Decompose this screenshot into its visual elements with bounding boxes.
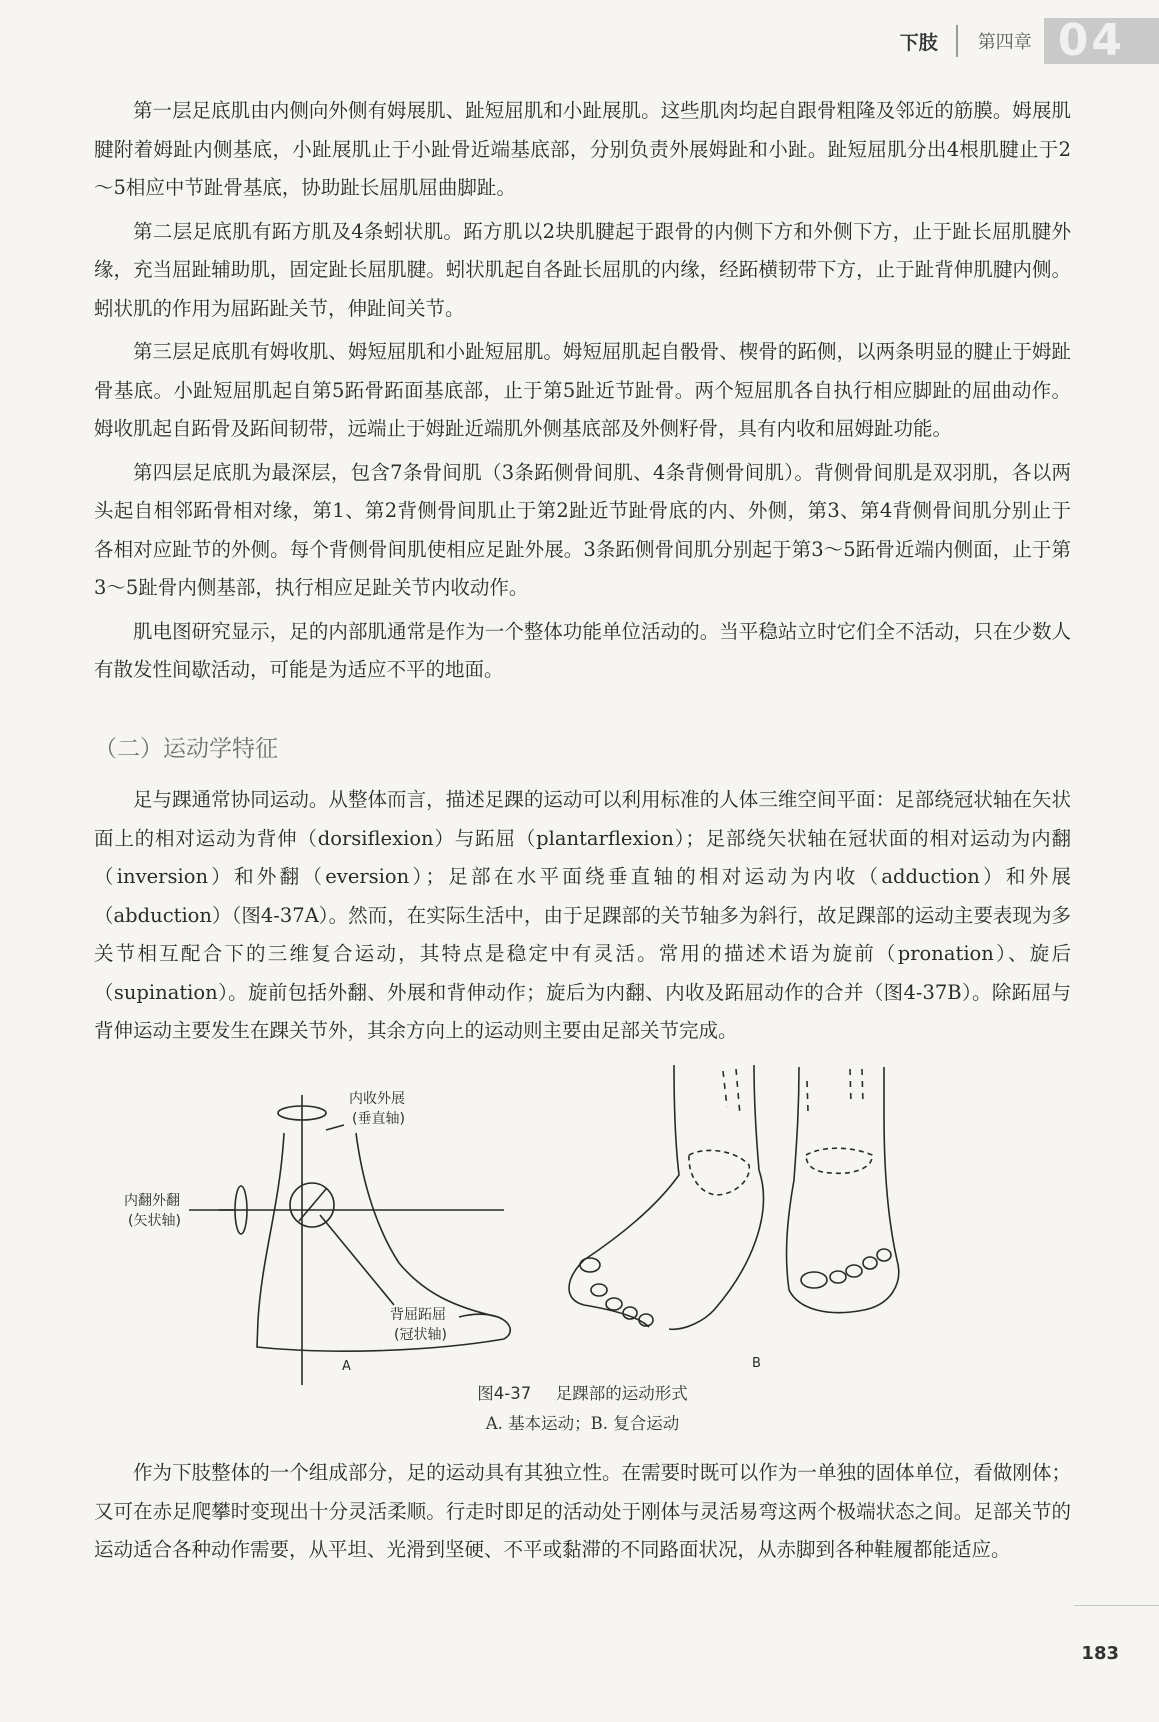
footer-rule [1074, 1605, 1159, 1606]
body-text-middle [94, 781, 1071, 1056]
foot-a-outline [257, 1133, 510, 1351]
figure-caption-title: 足踝部的运动形式 [555, 1384, 688, 1403]
figure-4-37 [94, 1055, 1071, 1435]
paragraph-plantar-layer-3: 第三层足底肌有姆收肌、姆短屈肌和小趾短屈肌。姆短屈肌起自骰骨、楔骨的跖侧，以两条明显的腱止于姆趾骨基底。小趾短屈肌起自第5跖骨跖面基底部，止于第5趾近节趾骨。两个短屈肌各自执行相应脚趾的屈曲动作。姆收肌起自跖骨及跖间韧带，远端止于姆趾近端肌外侧基底部及外侧籽骨，具有内收和屈姆趾功能。 [94, 340, 1071, 440]
axes-a [189, 1095, 504, 1385]
running-header [899, 15, 1159, 66]
foot-b-left [569, 1065, 763, 1329]
paragraph-kinematics: 足与踝通常协同运动。从整体而言，描述足踝的运动可以利用标准的人体三维空间平面：足部绕冠状轴在矢状面上的相对运动为背伸（dorsiflexion）与跖屈（plantarflexion）；足部绕矢状轴在冠状面的相对运动为内翻（inversion）和外翻（eversion）；足部在水平面绕垂直轴的相对运动为内收（adduction）和外展（abduction）（图4-37A）。然而，在实际生活中，由于足踝部的关节轴多为斜行，故足踝部的运动主要表现为多关节相互配合下的三维复合运动，其特点是稳定中有灵活。常用的描述术语为旋前（pronation）、旋后（supination）。旋前包括外翻、外展和背伸动作；旋后为内翻、内收及跖屈动作的合并（图4-37B）。除跖屈与背伸运动主要发生在踝关节外，其余方向上的运动则主要由足部关节完成。 [94, 788, 1071, 1042]
panel-label-b: B [752, 1356, 761, 1371]
header-chapter-number: 04 [1044, 18, 1159, 64]
figure-caption [94, 1380, 1071, 1404]
figure-drawing [94, 1055, 1071, 1435]
paragraph-emg: 肌电图研究显示，足的内部肌通常是作为一个整体功能单位活动的。当平稳站立时它们全不活动，只在少数人有散发性间歇活动，可能是为适应不平的地面。 [94, 619, 1071, 681]
label-vertical-axis-2: (垂直轴) [352, 1111, 405, 1127]
label-vertical-axis-1: 内收外展 [349, 1091, 405, 1107]
body-text-bottom [94, 1454, 1071, 1575]
paragraph-plantar-layer-4: 第四层足底肌为最深层，包含7条骨间肌（3条跖侧骨间肌、4条背侧骨间肌）。背侧骨间肌是双羽肌，各以两头起自相邻跖骨相对缘，第1、第2背侧骨间肌止于第2趾近节趾骨底的内、外侧，第3、第4背侧骨间肌分别止于各相对应趾节的外侧。每个背侧骨间肌使相应足趾外展。3条跖侧骨间肌分别起于第3～5跖骨近端内侧面，止于第3～5趾骨内侧基部，执行相应足趾关节内收动作。 [94, 460, 1071, 599]
foot-b-right [787, 1067, 899, 1313]
section-heading: （二）运动学特征 [94, 736, 278, 762]
paragraph-plantar-layer-1: 第一层足底肌由内侧向外侧有姆展肌、趾短屈肌和小趾展肌。这些肌肉均起自跟骨粗隆及邻近的筋膜。姆展肌腱附着姆趾内侧基底，小趾展肌止于小趾骨近端基底部，分别负责外展姆趾和小趾。趾短屈肌分出4根肌腱止于2～5相应中节趾骨基底，协助趾长屈肌屈曲脚趾。 [94, 99, 1071, 199]
header-divider [956, 25, 958, 57]
body-text-top [94, 92, 1071, 695]
header-chapter: 第四章 [977, 32, 1032, 53]
paragraph-plantar-layer-2: 第二层足底肌有跖方肌及4条蚓状肌。跖方肌以2块肌腱起于跟骨的内侧下方和外侧下方，止于趾长屈肌腱外缘，充当屈趾辅助肌，固定趾长屈肌腱。蚓状肌起自各趾长屈肌的内缘，经跖横韧带下方，止于趾背伸肌腱内侧。蚓状肌的作用为屈跖趾关节，伸趾间关节。 [94, 219, 1071, 320]
figure-caption-sub: A. 基本运动；B. 复合运动 [485, 1414, 680, 1433]
figure-caption-number: 图4-37 [477, 1384, 532, 1403]
coronal-leader-line [320, 1215, 394, 1305]
panel-label-a: A [342, 1359, 351, 1374]
header-section-title: 下肢 [899, 31, 938, 54]
page-number: 183 [1081, 1643, 1119, 1664]
vertical-leader-line [326, 1125, 344, 1130]
label-sagittal-axis-2: (矢状轴) [128, 1213, 181, 1229]
paragraph-independence: 作为下肢整体的一个组成部分，足的运动具有其独立性。在需要时既可以作为一单独的固体单位，看做刚体；又可在赤足爬攀时变现出十分灵活柔顺。行走时即足的活动处于刚体与灵活易弯这两个极端状态之间。足部关节的运动适合各种动作需要，从平坦、光滑到坚硬、不平或黏滞的不同路面状况，从赤脚到各种鞋履都能适应。 [94, 1461, 1071, 1561]
label-sagittal-axis-1: 内翻外翻 [124, 1193, 180, 1209]
label-coronal-axis-1: 背屈跖屈 [390, 1307, 446, 1323]
label-coronal-axis-2: (冠状轴) [394, 1327, 447, 1343]
